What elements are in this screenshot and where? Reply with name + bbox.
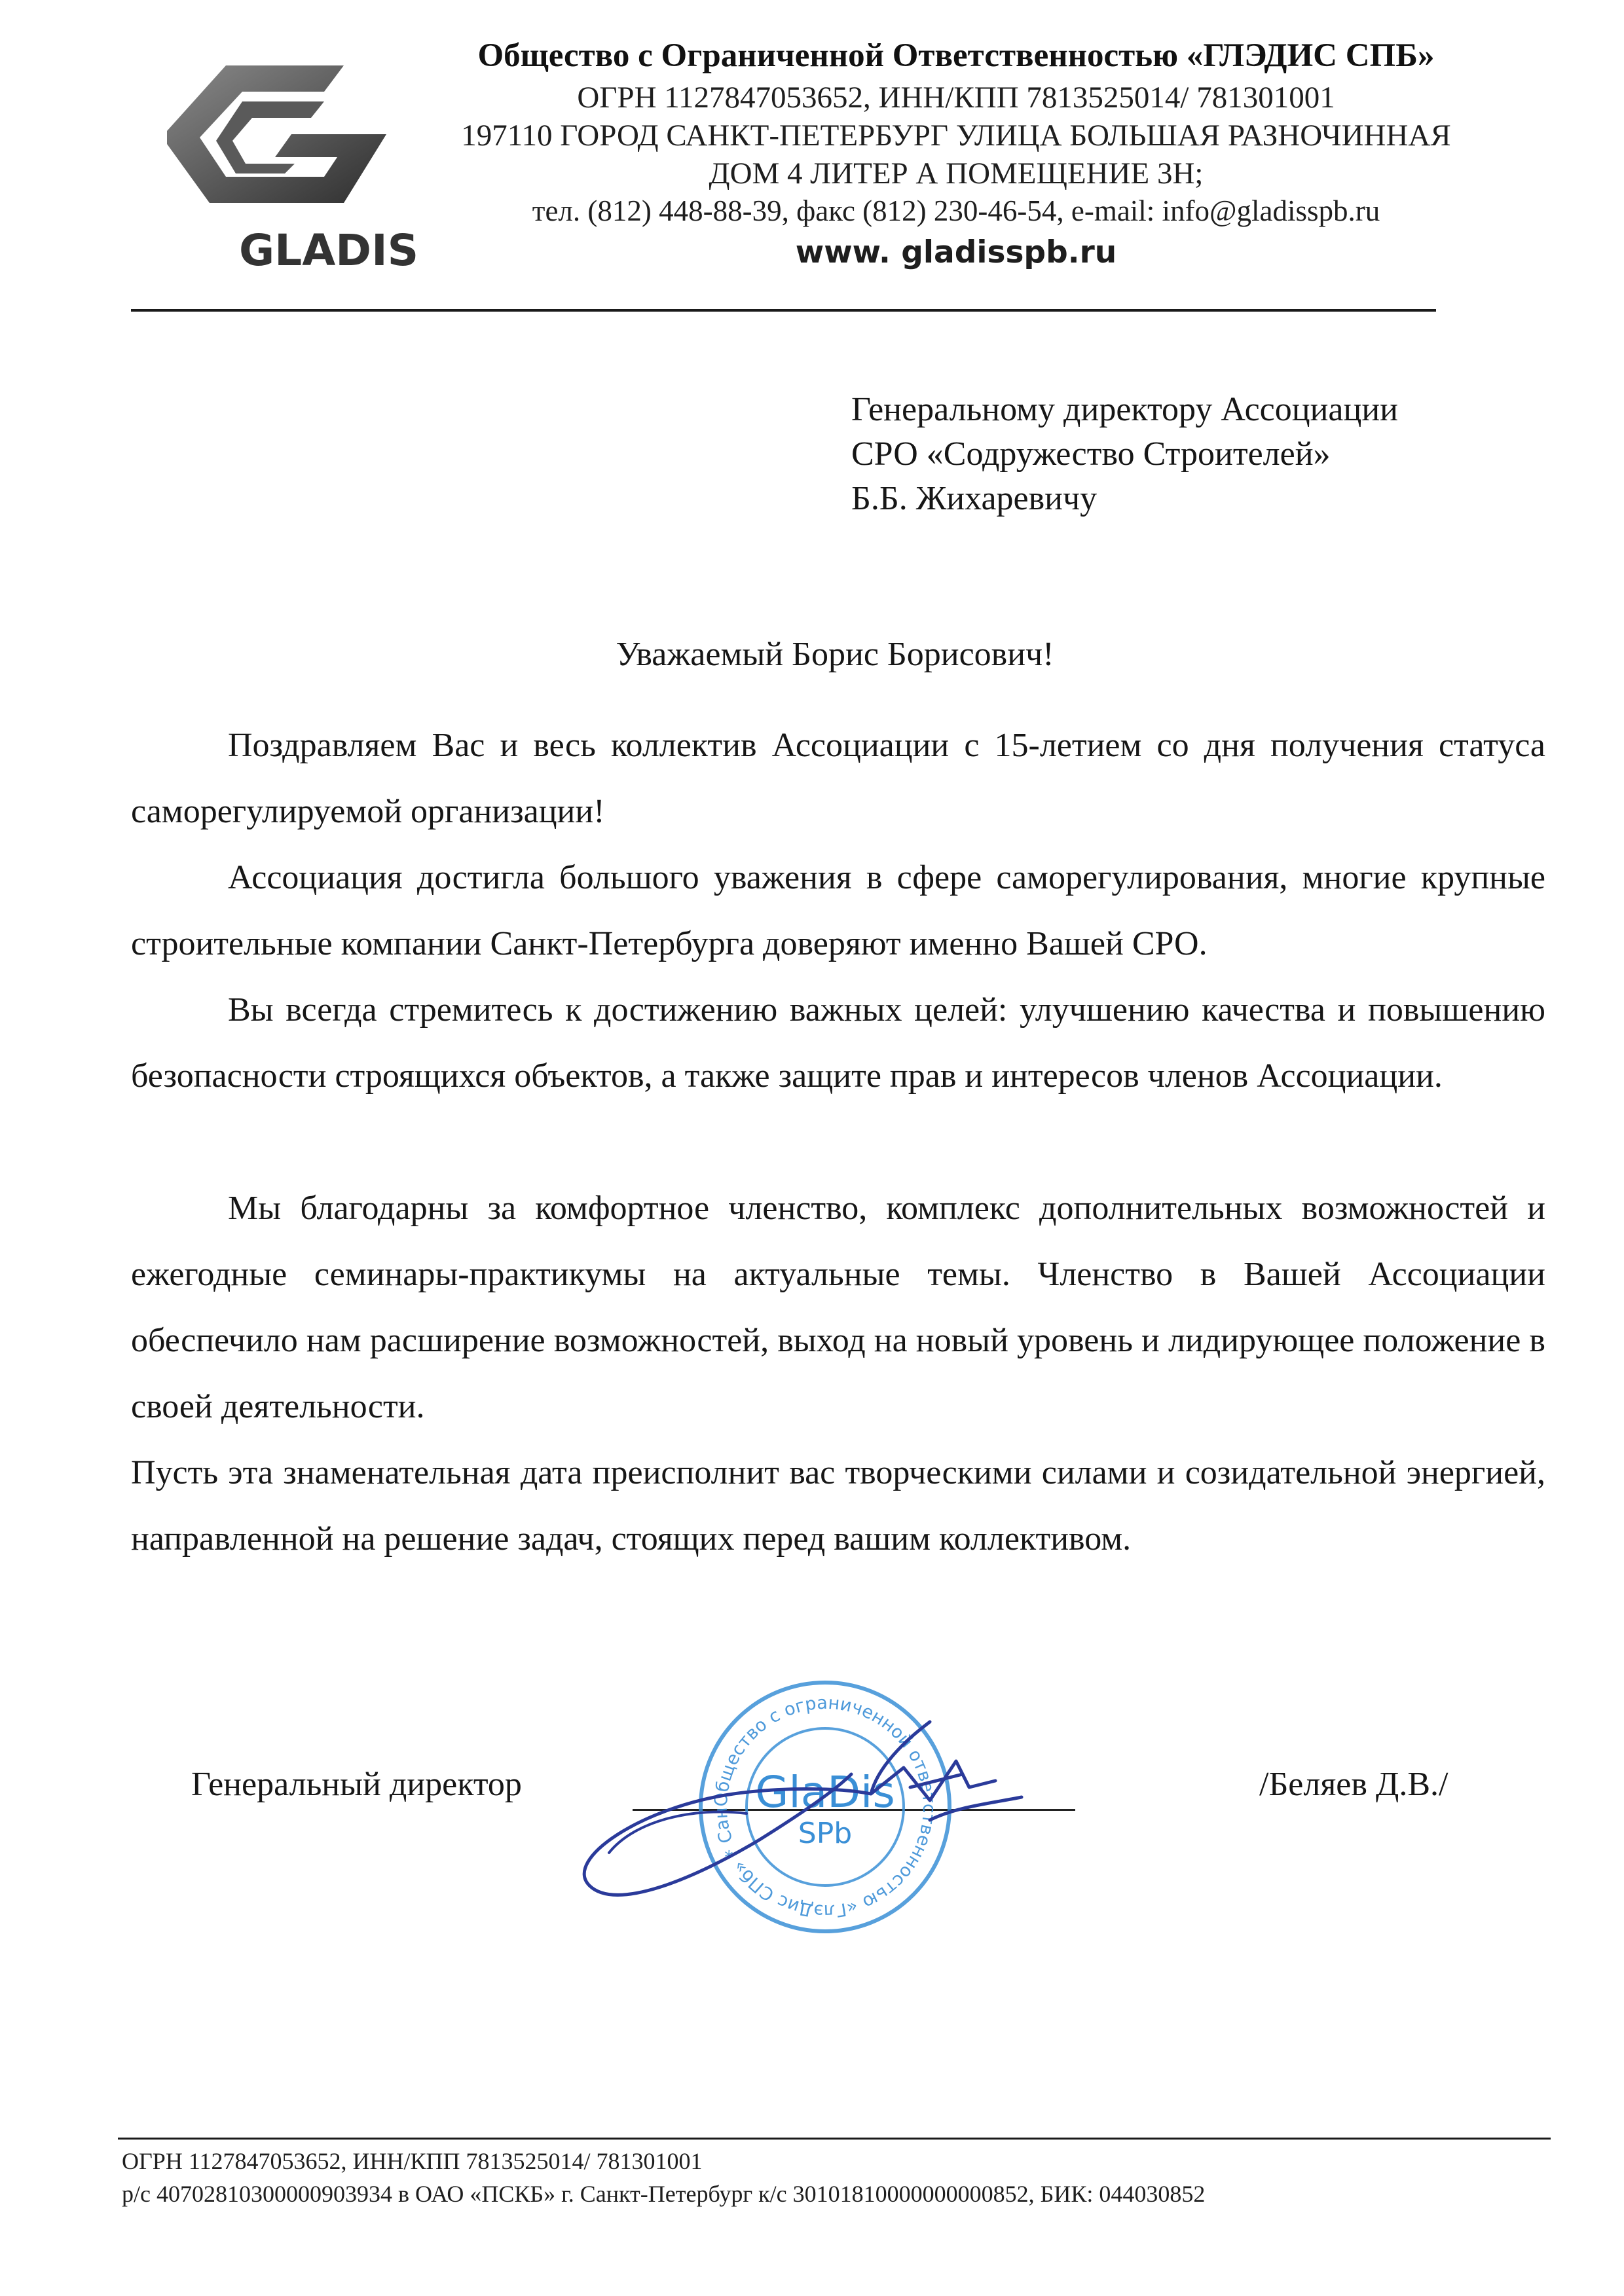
signatory-role: Генеральный директор (191, 1766, 522, 1803)
logo-text: GLADIS (239, 225, 419, 275)
company-website: www. gladisspb.ru (795, 234, 1117, 270)
addressee-line3: Б.Б. Жихаревичу (851, 480, 1098, 517)
company-contacts: тел. (812) 448-88-39, факс (812) 230-46-54, e-mail: info@gladisspb.ru (532, 194, 1380, 227)
addressee-line2: СРО «Содружество Строителей» (851, 435, 1331, 473)
body-paragraph-4: Мы благодарны за комфортное членство, комплекс дополнительных возможностей и ежегодные семинары-практикумы на актуальные темы. Членство в Вашей Ассоциации обеспечило нам расширение возможностей, выход на новый уровень и лидирующее положение в своей деятельности. (131, 1190, 1545, 1425)
body-paragraph-3: Вы всегда стремитесь к достижению важных целей: улучшению качества и повышению безопасности строящихся объектов, а также защите прав и интересов членов Ассоциации. (131, 991, 1545, 1095)
handwritten-signature (563, 1689, 1048, 1938)
header-divider (131, 309, 1436, 312)
salutation: Уважаемый Борис Борисович! (616, 636, 1054, 673)
company-address-line1: 197110 ГОРОД САНКТ-ПЕТЕРБУРГ УЛИЦА БОЛЬШАЯ РАЗНОЧИННАЯ (461, 118, 1451, 153)
footer-divider (118, 2138, 1551, 2140)
footer-registration: ОГРН 1127847053652, ИНН/КПП 7813525014/ 781301001 (122, 2148, 703, 2174)
signatory-name: /Беляев Д.В./ (1259, 1766, 1449, 1803)
company-name: Общество с Ограниченной Ответственностью «ГЛЭДИС СПБ» (477, 37, 1435, 74)
body-paragraph-1: Поздравляем Вас и весь коллектив Ассоциации с 15-летием со дня получения статуса саморегулируемой организации! (131, 727, 1545, 830)
company-registration: ОГРН 1127847053652, ИНН/КПП 7813525014/ 781301001 (577, 81, 1335, 115)
stamp-center-line1: GlaDis (755, 1767, 895, 1817)
stamp-center-line2: SPb (798, 1817, 853, 1850)
company-address-line2: ДОМ 4 ЛИТЕР А ПОМЕЩЕНИЕ 3Н; (709, 156, 1204, 191)
footer-bank-details: р/с 40702810300000903934 в ОАО «ПСКБ» г. Санкт-Петербург к/с 30101810000000000852, БИК: 044030852 (122, 2181, 1206, 2207)
body-paragraph-2: Ассоциация достигла большого уважения в сфере саморегулирования, многие крупные строительные компании Санкт-Петербурга доверяют именно Вашей СРО. (131, 859, 1545, 962)
stamp-ring-text: Общество с ограниченной ответственностью «ГлэДис СПб» * Сан (710, 1692, 940, 1922)
addressee-line1: Генеральному директору Ассоциации (851, 391, 1398, 428)
signature-scribble-icon (563, 1689, 1048, 1938)
body-paragraph-5: Пусть эта знаменательная дата преисполнит вас творческими силами и созидательной энергией, направленной на решение задач, стоящих перед вашим коллективом. (131, 1454, 1545, 1558)
